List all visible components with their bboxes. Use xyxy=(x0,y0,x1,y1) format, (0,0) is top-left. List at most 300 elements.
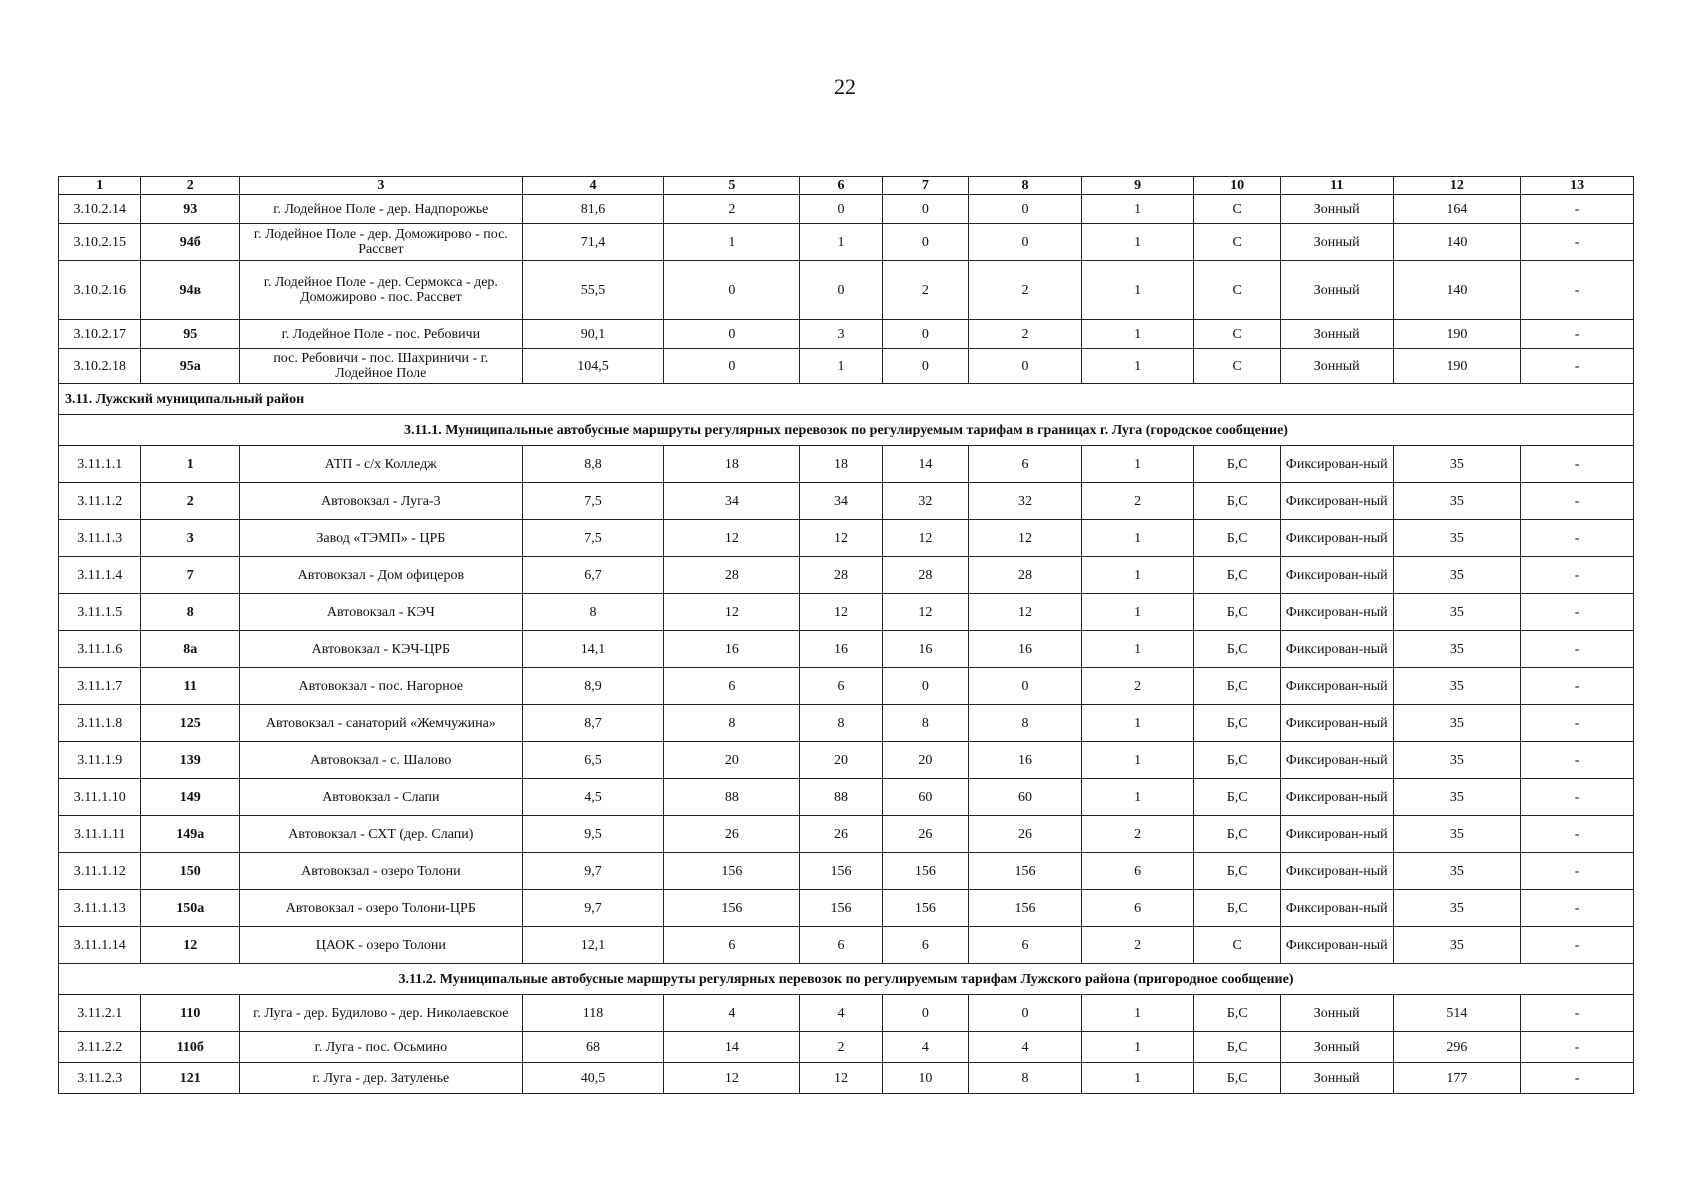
cell-col-3: Автовокзал - КЭЧ-ЦРБ xyxy=(240,631,523,668)
cell-col-1: 3.11.1.14 xyxy=(59,927,141,964)
cell-col-11: Фиксирован-ный xyxy=(1280,927,1393,964)
cell-col-7: 14 xyxy=(882,446,968,483)
column-header: 7 xyxy=(882,177,968,195)
table-row xyxy=(59,1063,1634,1094)
cell-col-12: 35 xyxy=(1393,483,1521,520)
section-heading-row xyxy=(59,384,1634,415)
cell-col-12: 140 xyxy=(1393,261,1521,320)
cell-col-1: 3.11.2.1 xyxy=(59,995,141,1032)
table-row xyxy=(59,349,1634,384)
cell-col-11: Фиксирован-ный xyxy=(1280,890,1393,927)
cell-col-9: 1 xyxy=(1081,320,1194,349)
cell-col-9: 2 xyxy=(1081,668,1194,705)
cell-col-7: 6 xyxy=(882,927,968,964)
table-row xyxy=(59,1032,1634,1063)
cell-col-7: 12 xyxy=(882,594,968,631)
column-header: 3 xyxy=(240,177,523,195)
column-header: 5 xyxy=(664,177,800,195)
cell-col-11: Фиксирован-ный xyxy=(1280,483,1393,520)
cell-col-5: 12 xyxy=(664,520,800,557)
cell-col-4: 6,5 xyxy=(522,742,664,779)
cell-col-12: 35 xyxy=(1393,557,1521,594)
cell-col-7: 0 xyxy=(882,668,968,705)
cell-col-3: Автовокзал - пос. Нагорное xyxy=(240,668,523,705)
cell-col-3: Автовокзал - Луга-3 xyxy=(240,483,523,520)
cell-col-3: г. Лодейное Поле - дер. Надпорожье xyxy=(240,195,523,224)
cell-col-1: 3.11.1.11 xyxy=(59,816,141,853)
cell-col-4: 8,9 xyxy=(522,668,664,705)
subsection-heading-row xyxy=(59,964,1634,995)
cell-col-13: - xyxy=(1521,705,1634,742)
column-header: 12 xyxy=(1393,177,1521,195)
cell-col-3: Автовокзал - КЭЧ xyxy=(240,594,523,631)
cell-col-10: Б,С xyxy=(1194,1063,1280,1094)
cell-col-6: 156 xyxy=(800,890,882,927)
cell-col-13: - xyxy=(1521,995,1634,1032)
cell-col-2: 110б xyxy=(141,1032,240,1063)
table-row xyxy=(59,594,1634,631)
cell-col-1: 3.10.2.18 xyxy=(59,349,141,384)
cell-col-9: 1 xyxy=(1081,195,1194,224)
cell-col-5: 0 xyxy=(664,261,800,320)
column-header: 6 xyxy=(800,177,882,195)
cell-col-12: 35 xyxy=(1393,594,1521,631)
cell-col-9: 1 xyxy=(1081,1063,1194,1094)
cell-col-11: Зонный xyxy=(1280,349,1393,384)
cell-col-4: 9,7 xyxy=(522,890,664,927)
cell-col-9: 6 xyxy=(1081,853,1194,890)
cell-col-2: 3 xyxy=(141,520,240,557)
cell-col-10: Б,С xyxy=(1194,631,1280,668)
cell-col-1: 3.11.1.10 xyxy=(59,779,141,816)
cell-col-2: 94б xyxy=(141,224,240,261)
cell-col-7: 20 xyxy=(882,742,968,779)
cell-col-13: - xyxy=(1521,446,1634,483)
cell-col-6: 0 xyxy=(800,261,882,320)
cell-col-7: 4 xyxy=(882,1032,968,1063)
cell-col-3: Автовокзал - санаторий «Жемчужина» xyxy=(240,705,523,742)
table-row xyxy=(59,742,1634,779)
cell-col-2: 2 xyxy=(141,483,240,520)
cell-col-3: г. Луга - пос. Осьмино xyxy=(240,1032,523,1063)
cell-col-4: 7,5 xyxy=(522,520,664,557)
cell-col-6: 28 xyxy=(800,557,882,594)
cell-col-5: 12 xyxy=(664,1063,800,1094)
cell-col-6: 18 xyxy=(800,446,882,483)
cell-col-12: 35 xyxy=(1393,631,1521,668)
cell-col-11: Зонный xyxy=(1280,995,1393,1032)
cell-col-7: 10 xyxy=(882,1063,968,1094)
cell-col-8: 0 xyxy=(969,668,1082,705)
table-row xyxy=(59,261,1634,320)
cell-col-10: Б,С xyxy=(1194,520,1280,557)
cell-col-2: 93 xyxy=(141,195,240,224)
cell-col-12: 164 xyxy=(1393,195,1521,224)
cell-col-5: 156 xyxy=(664,853,800,890)
cell-col-3: г. Луга - дер. Затуленье xyxy=(240,1063,523,1094)
cell-col-4: 55,5 xyxy=(522,261,664,320)
cell-col-11: Зонный xyxy=(1280,195,1393,224)
cell-col-6: 6 xyxy=(800,668,882,705)
cell-col-4: 9,5 xyxy=(522,816,664,853)
cell-col-11: Зонный xyxy=(1280,1032,1393,1063)
cell-col-8: 0 xyxy=(969,224,1082,261)
cell-col-9: 2 xyxy=(1081,927,1194,964)
cell-col-2: 125 xyxy=(141,705,240,742)
cell-col-11: Фиксирован-ный xyxy=(1280,779,1393,816)
cell-col-12: 514 xyxy=(1393,995,1521,1032)
cell-col-1: 3.11.1.9 xyxy=(59,742,141,779)
cell-col-4: 8,8 xyxy=(522,446,664,483)
cell-col-12: 35 xyxy=(1393,927,1521,964)
cell-col-13: - xyxy=(1521,816,1634,853)
cell-col-9: 1 xyxy=(1081,995,1194,1032)
cell-col-9: 1 xyxy=(1081,1032,1194,1063)
cell-col-9: 1 xyxy=(1081,705,1194,742)
cell-col-12: 35 xyxy=(1393,816,1521,853)
cell-col-5: 34 xyxy=(664,483,800,520)
cell-col-5: 16 xyxy=(664,631,800,668)
cell-col-12: 140 xyxy=(1393,224,1521,261)
cell-col-12: 177 xyxy=(1393,1063,1521,1094)
cell-col-13: - xyxy=(1521,349,1634,384)
cell-col-13: - xyxy=(1521,520,1634,557)
cell-col-5: 1 xyxy=(664,224,800,261)
cell-col-8: 6 xyxy=(969,927,1082,964)
page-number: 22 xyxy=(834,74,856,99)
cell-col-10: Б,С xyxy=(1194,1032,1280,1063)
cell-col-9: 1 xyxy=(1081,594,1194,631)
cell-col-11: Фиксирован-ный xyxy=(1280,705,1393,742)
cell-col-9: 1 xyxy=(1081,779,1194,816)
cell-col-6: 16 xyxy=(800,631,882,668)
cell-col-8: 8 xyxy=(969,1063,1082,1094)
cell-col-11: Зонный xyxy=(1280,224,1393,261)
cell-col-8: 28 xyxy=(969,557,1082,594)
cell-col-5: 156 xyxy=(664,890,800,927)
cell-col-7: 12 xyxy=(882,520,968,557)
cell-col-2: 139 xyxy=(141,742,240,779)
cell-col-4: 12,1 xyxy=(522,927,664,964)
cell-col-7: 0 xyxy=(882,320,968,349)
cell-col-4: 118 xyxy=(522,995,664,1032)
table-row xyxy=(59,446,1634,483)
cell-col-7: 0 xyxy=(882,349,968,384)
cell-col-11: Фиксирован-ный xyxy=(1280,816,1393,853)
cell-col-9: 1 xyxy=(1081,446,1194,483)
cell-col-5: 20 xyxy=(664,742,800,779)
cell-col-12: 35 xyxy=(1393,446,1521,483)
cell-col-5: 6 xyxy=(664,927,800,964)
cell-col-7: 60 xyxy=(882,779,968,816)
cell-col-9: 1 xyxy=(1081,557,1194,594)
cell-col-9: 1 xyxy=(1081,520,1194,557)
cell-col-7: 0 xyxy=(882,195,968,224)
column-header: 2 xyxy=(141,177,240,195)
table-row xyxy=(59,668,1634,705)
cell-col-10: С xyxy=(1194,261,1280,320)
cell-col-1: 3.11.1.1 xyxy=(59,446,141,483)
cell-col-2: 12 xyxy=(141,927,240,964)
cell-col-8: 2 xyxy=(969,261,1082,320)
cell-col-11: Фиксирован-ный xyxy=(1280,446,1393,483)
cell-col-1: 3.11.1.6 xyxy=(59,631,141,668)
cell-col-6: 88 xyxy=(800,779,882,816)
cell-col-3: г. Лодейное Поле - пос. Ребовичи xyxy=(240,320,523,349)
cell-col-1: 3.11.1.2 xyxy=(59,483,141,520)
cell-col-1: 3.10.2.15 xyxy=(59,224,141,261)
cell-col-7: 156 xyxy=(882,890,968,927)
table-row xyxy=(59,853,1634,890)
cell-col-10: Б,С xyxy=(1194,557,1280,594)
cell-col-13: - xyxy=(1521,631,1634,668)
cell-col-6: 34 xyxy=(800,483,882,520)
cell-col-11: Зонный xyxy=(1280,320,1393,349)
cell-col-4: 8,7 xyxy=(522,705,664,742)
cell-col-7: 156 xyxy=(882,853,968,890)
cell-col-8: 26 xyxy=(969,816,1082,853)
cell-col-12: 35 xyxy=(1393,890,1521,927)
cell-col-10: С xyxy=(1194,349,1280,384)
cell-col-4: 40,5 xyxy=(522,1063,664,1094)
cell-col-10: Б,С xyxy=(1194,446,1280,483)
cell-col-2: 94в xyxy=(141,261,240,320)
cell-col-12: 35 xyxy=(1393,742,1521,779)
cell-col-9: 1 xyxy=(1081,224,1194,261)
cell-col-1: 3.10.2.17 xyxy=(59,320,141,349)
cell-col-5: 14 xyxy=(664,1032,800,1063)
cell-col-12: 35 xyxy=(1393,853,1521,890)
table-row xyxy=(59,320,1634,349)
cell-col-4: 81,6 xyxy=(522,195,664,224)
cell-col-10: С xyxy=(1194,224,1280,261)
cell-col-12: 35 xyxy=(1393,520,1521,557)
cell-col-6: 3 xyxy=(800,320,882,349)
cell-col-3: Автовокзал - с. Шалово xyxy=(240,742,523,779)
cell-col-4: 71,4 xyxy=(522,224,664,261)
cell-col-3: пос. Ребовичи - пос. Шахриничи - г. Лодейное Поле xyxy=(240,349,523,384)
cell-col-10: Б,С xyxy=(1194,742,1280,779)
cell-col-4: 6,7 xyxy=(522,557,664,594)
cell-col-13: - xyxy=(1521,668,1634,705)
table-row xyxy=(59,927,1634,964)
cell-col-6: 6 xyxy=(800,927,882,964)
cell-col-13: - xyxy=(1521,927,1634,964)
cell-col-8: 12 xyxy=(969,520,1082,557)
cell-col-9: 1 xyxy=(1081,742,1194,779)
cell-col-13: - xyxy=(1521,224,1634,261)
cell-col-6: 8 xyxy=(800,705,882,742)
cell-col-13: - xyxy=(1521,320,1634,349)
cell-col-13: - xyxy=(1521,261,1634,320)
cell-col-5: 12 xyxy=(664,594,800,631)
cell-col-10: Б,С xyxy=(1194,594,1280,631)
cell-col-5: 18 xyxy=(664,446,800,483)
cell-col-7: 16 xyxy=(882,631,968,668)
table-row xyxy=(59,224,1634,261)
cell-col-12: 35 xyxy=(1393,668,1521,705)
table-row xyxy=(59,779,1634,816)
cell-col-6: 26 xyxy=(800,816,882,853)
cell-col-7: 2 xyxy=(882,261,968,320)
cell-col-1: 3.10.2.14 xyxy=(59,195,141,224)
cell-col-3: Автовокзал - озеро Толони xyxy=(240,853,523,890)
table-row xyxy=(59,816,1634,853)
table-row xyxy=(59,195,1634,224)
cell-col-13: - xyxy=(1521,853,1634,890)
cell-col-3: г. Лодейное Поле - дер. Доможирово - пос. Рассвет xyxy=(240,224,523,261)
table-row xyxy=(59,631,1634,668)
cell-col-9: 1 xyxy=(1081,631,1194,668)
cell-col-8: 0 xyxy=(969,995,1082,1032)
cell-col-8: 12 xyxy=(969,594,1082,631)
cell-col-2: 1 xyxy=(141,446,240,483)
cell-col-4: 68 xyxy=(522,1032,664,1063)
cell-col-12: 35 xyxy=(1393,779,1521,816)
cell-col-2: 110 xyxy=(141,995,240,1032)
cell-col-9: 6 xyxy=(1081,890,1194,927)
cell-col-5: 8 xyxy=(664,705,800,742)
cell-col-5: 28 xyxy=(664,557,800,594)
column-header: 13 xyxy=(1521,177,1634,195)
table-row xyxy=(59,705,1634,742)
cell-col-5: 88 xyxy=(664,779,800,816)
cell-col-4: 104,5 xyxy=(522,349,664,384)
cell-col-11: Фиксирован-ный xyxy=(1280,520,1393,557)
table-row xyxy=(59,890,1634,927)
cell-col-6: 12 xyxy=(800,1063,882,1094)
subsection-heading: 3.11.2. Муниципальные автобусные маршруты регулярных перевозок по регулируемым тарифам Лужского района (пригородное сообщение) xyxy=(59,964,1634,995)
cell-col-13: - xyxy=(1521,594,1634,631)
cell-col-4: 4,5 xyxy=(522,779,664,816)
cell-col-7: 26 xyxy=(882,816,968,853)
cell-col-11: Фиксирован-ный xyxy=(1280,668,1393,705)
cell-col-1: 3.11.1.5 xyxy=(59,594,141,631)
cell-col-9: 1 xyxy=(1081,261,1194,320)
cell-col-12: 190 xyxy=(1393,349,1521,384)
cell-col-8: 156 xyxy=(969,853,1082,890)
cell-col-6: 0 xyxy=(800,195,882,224)
cell-col-8: 32 xyxy=(969,483,1082,520)
column-header: 8 xyxy=(969,177,1082,195)
cell-col-11: Зонный xyxy=(1280,261,1393,320)
cell-col-2: 7 xyxy=(141,557,240,594)
cell-col-10: Б,С xyxy=(1194,483,1280,520)
table-row xyxy=(59,483,1634,520)
cell-col-4: 7,5 xyxy=(522,483,664,520)
cell-col-4: 90,1 xyxy=(522,320,664,349)
cell-col-3: Автовокзал - Дом офицеров xyxy=(240,557,523,594)
table-row xyxy=(59,520,1634,557)
cell-col-10: Б,С xyxy=(1194,705,1280,742)
cell-col-5: 0 xyxy=(664,349,800,384)
cell-col-1: 3.11.2.2 xyxy=(59,1032,141,1063)
cell-col-6: 20 xyxy=(800,742,882,779)
cell-col-8: 8 xyxy=(969,705,1082,742)
cell-col-2: 121 xyxy=(141,1063,240,1094)
cell-col-2: 150 xyxy=(141,853,240,890)
cell-col-1: 3.11.1.13 xyxy=(59,890,141,927)
cell-col-5: 26 xyxy=(664,816,800,853)
cell-col-12: 296 xyxy=(1393,1032,1521,1063)
cell-col-6: 12 xyxy=(800,520,882,557)
cell-col-8: 6 xyxy=(969,446,1082,483)
cell-col-2: 149а xyxy=(141,816,240,853)
table-row xyxy=(59,557,1634,594)
cell-col-9: 2 xyxy=(1081,816,1194,853)
cell-col-8: 0 xyxy=(969,349,1082,384)
cell-col-8: 60 xyxy=(969,779,1082,816)
cell-col-13: - xyxy=(1521,483,1634,520)
cell-col-1: 3.11.1.12 xyxy=(59,853,141,890)
cell-col-13: - xyxy=(1521,557,1634,594)
cell-col-2: 149 xyxy=(141,779,240,816)
cell-col-3: Автовокзал - СХТ (дер. Слапи) xyxy=(240,816,523,853)
cell-col-3: Завод «ТЭМП» - ЦРБ xyxy=(240,520,523,557)
cell-col-12: 190 xyxy=(1393,320,1521,349)
cell-col-10: С xyxy=(1194,320,1280,349)
cell-col-1: 3.10.2.16 xyxy=(59,261,141,320)
cell-col-2: 95а xyxy=(141,349,240,384)
cell-col-7: 8 xyxy=(882,705,968,742)
column-header: 9 xyxy=(1081,177,1194,195)
column-header: 1 xyxy=(59,177,141,195)
routes-table xyxy=(58,176,1634,1094)
cell-col-10: С xyxy=(1194,195,1280,224)
cell-col-3: ЦАОК - озеро Толони xyxy=(240,927,523,964)
cell-col-8: 4 xyxy=(969,1032,1082,1063)
cell-col-4: 14,1 xyxy=(522,631,664,668)
section-heading: 3.11. Лужский муниципальный район xyxy=(59,384,1634,415)
subsection-heading: 3.11.1. Муниципальные автобусные маршруты регулярных перевозок по регулируемым тарифам в границах г. Луга (городское сообщение) xyxy=(59,415,1634,446)
cell-col-11: Фиксирован-ный xyxy=(1280,631,1393,668)
cell-col-8: 2 xyxy=(969,320,1082,349)
cell-col-10: С xyxy=(1194,927,1280,964)
table-row xyxy=(59,995,1634,1032)
subsection-heading-row xyxy=(59,415,1634,446)
cell-col-3: Автовокзал - Слапи xyxy=(240,779,523,816)
cell-col-6: 4 xyxy=(800,995,882,1032)
cell-col-10: Б,С xyxy=(1194,668,1280,705)
cell-col-3: Автовокзал - озеро Толони-ЦРБ xyxy=(240,890,523,927)
cell-col-10: Б,С xyxy=(1194,816,1280,853)
cell-col-11: Фиксирован-ный xyxy=(1280,742,1393,779)
cell-col-2: 95 xyxy=(141,320,240,349)
cell-col-6: 156 xyxy=(800,853,882,890)
table-body xyxy=(59,177,1634,1094)
cell-col-2: 150а xyxy=(141,890,240,927)
cell-col-13: - xyxy=(1521,1032,1634,1063)
cell-col-11: Фиксирован-ный xyxy=(1280,594,1393,631)
cell-col-4: 8 xyxy=(522,594,664,631)
cell-col-5: 4 xyxy=(664,995,800,1032)
cell-col-1: 3.11.1.3 xyxy=(59,520,141,557)
column-header: 11 xyxy=(1280,177,1393,195)
cell-col-2: 11 xyxy=(141,668,240,705)
cell-col-6: 1 xyxy=(800,224,882,261)
cell-col-8: 0 xyxy=(969,195,1082,224)
cell-col-5: 6 xyxy=(664,668,800,705)
cell-col-1: 3.11.1.8 xyxy=(59,705,141,742)
cell-col-6: 1 xyxy=(800,349,882,384)
column-header: 10 xyxy=(1194,177,1280,195)
cell-col-9: 2 xyxy=(1081,483,1194,520)
cell-col-11: Фиксирован-ный xyxy=(1280,853,1393,890)
cell-col-2: 8 xyxy=(141,594,240,631)
cell-col-3: г. Луга - дер. Будилово - дер. Николаевское xyxy=(240,995,523,1032)
cell-col-12: 35 xyxy=(1393,705,1521,742)
cell-col-5: 2 xyxy=(664,195,800,224)
